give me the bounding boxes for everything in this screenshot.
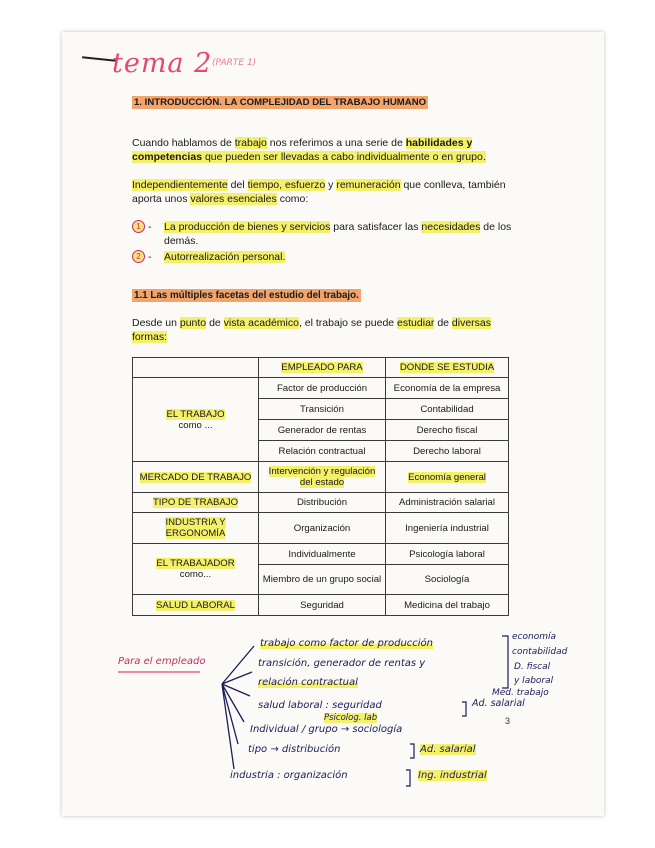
table-cell: Economía de la empresa [386, 378, 509, 399]
group1-label: EL TRABAJO [166, 408, 225, 420]
mercado-label: MERCADO DE TRABAJO [139, 471, 252, 483]
table-cell: Relación contractual [259, 441, 386, 462]
para2-d: y [325, 179, 337, 191]
note-line-2: transición, generador de rentas y [258, 658, 426, 669]
para1-c: nos referimos a una serie de [266, 137, 406, 149]
note-bracket-small [410, 744, 414, 758]
para3-a: Desde un [132, 317, 180, 329]
salud-label: SALUD LABORAL [156, 599, 235, 611]
section-heading-1-text: 1. INTRODUCCIÓN. LA COMPLEJIDAD DEL TRABAJO HUMANO [134, 97, 427, 108]
note-line-7: tipo → distribución [248, 744, 341, 755]
note-line-3: relación contractual [258, 677, 358, 688]
table-cell: Generador de rentas [259, 420, 386, 441]
header-employed-for: EMPLEADO PARA [281, 362, 363, 373]
para1-e: competencias [132, 151, 203, 163]
bullet-dash-1: - [148, 221, 152, 233]
industria-label: INDUSTRIA Y ERGONOMÍA [165, 517, 226, 539]
note-bracket-small [462, 702, 466, 716]
mercado-employed: Intervención y regulación del estado [268, 466, 376, 488]
note-line-7b: Ad. salarial [420, 744, 476, 755]
para2-c: tiempo, esfuerzo [247, 179, 326, 191]
para2-h: valores esenciales [190, 193, 277, 205]
note-line-8b: Ing. industrial [418, 770, 487, 781]
para2-g: aporta unos [132, 193, 191, 205]
bullet-1-c: necesidades [421, 221, 481, 233]
bullet-1-d: de los [480, 221, 512, 233]
group2-label: EL TRABAJADOR [156, 558, 235, 569]
table-cell: Ingeniería industrial [386, 513, 509, 544]
table-cell: Sociología [386, 565, 509, 595]
note-line-8: industria : organización [230, 770, 348, 781]
para1-f: que pueden ser llevadas a cabo individualmente o en grupo. [202, 151, 486, 163]
note-right-4: y laboral [514, 676, 554, 686]
note-line-1: trabajo como factor de producción [260, 638, 434, 649]
bullet-number-2-text: 2 [136, 252, 141, 261]
group2-sub: como... [179, 569, 212, 580]
bullet-number-1-text: 1 [136, 222, 141, 231]
note-line-4b: Ad. salarial [472, 698, 525, 709]
table-cell: Contabilidad [386, 399, 509, 420]
title-sub: (PARTE 1) [212, 58, 257, 68]
para3-d: vista académico [223, 317, 299, 329]
table-cell: Transición [259, 399, 386, 420]
section-heading-1-1-text: 1.1 Las múltiples facetas del estudio del trabajo. [134, 290, 359, 301]
para3-f: estudiar [397, 317, 435, 329]
table-cell: Medicina del trabajo [386, 595, 509, 616]
note-left-label: Para el empleado [118, 656, 206, 667]
para1-d: habilidades y [405, 137, 473, 149]
header-where-studied: DONDE SE ESTUDIA [399, 362, 495, 373]
table-cell: Administración salarial [386, 493, 509, 513]
note-right-5: Med. trabajo [492, 688, 549, 698]
para1-b: trabajo [234, 137, 267, 149]
para1-a: Cuando hablamos de [132, 137, 235, 149]
tipo-label: TIPO DE TRABAJO [152, 497, 239, 508]
note-line-6: Individual / grupo → sociología [250, 724, 403, 735]
para2-f: que conlleva, también [400, 179, 506, 191]
title-main: tema 2 [112, 48, 213, 79]
para3-b: punto [179, 317, 207, 329]
table-cell: Derecho laboral [386, 441, 509, 462]
bullet-2-a: Autorrealización personal. [164, 251, 286, 263]
para2-i: como: [276, 193, 309, 205]
table-cell: Individualmente [259, 544, 386, 565]
note-line-5: Psicolog. lab [324, 713, 378, 723]
note-bracket-right [502, 636, 508, 688]
para2-a: Independientemente [132, 179, 228, 191]
note-right-1: economía [512, 632, 556, 642]
table-cell: Seguridad [259, 595, 386, 616]
notebook-page [62, 32, 604, 816]
group1-sub: como ... [178, 419, 213, 431]
note-right-3: D. fiscal [514, 662, 551, 672]
bullet-1-b: para satisfacer las [330, 221, 422, 233]
para3-g: de [434, 317, 452, 329]
para2-b: del [227, 179, 248, 191]
note-right-2: contabilidad [512, 647, 568, 657]
para2-e: remuneración [336, 179, 401, 191]
mercado-studied: Economía general [408, 471, 486, 483]
para3-i: formas: [132, 331, 168, 343]
bullet-1-a: La producción de bienes y servicios [164, 221, 331, 233]
para3-h: diversas [451, 317, 492, 329]
table-cell: Organización [259, 513, 386, 544]
note-bracket-small [406, 770, 410, 786]
table-cell: Miembro de un grupo social [259, 565, 386, 595]
table-cell: Distribución [259, 493, 386, 513]
table-cell: Derecho fiscal [386, 420, 509, 441]
bullet-dash-2: - [148, 251, 152, 263]
bullet-1-e: demás. [164, 235, 199, 247]
table-cell: Factor de producción [259, 378, 386, 399]
page-number: 3 [505, 716, 511, 726]
para3-c: de [206, 317, 224, 329]
para3-e: , el trabajo se puede [298, 317, 398, 329]
note-line-4: salud laboral : seguridad [258, 700, 382, 711]
table-cell: Psicología laboral [386, 544, 509, 565]
